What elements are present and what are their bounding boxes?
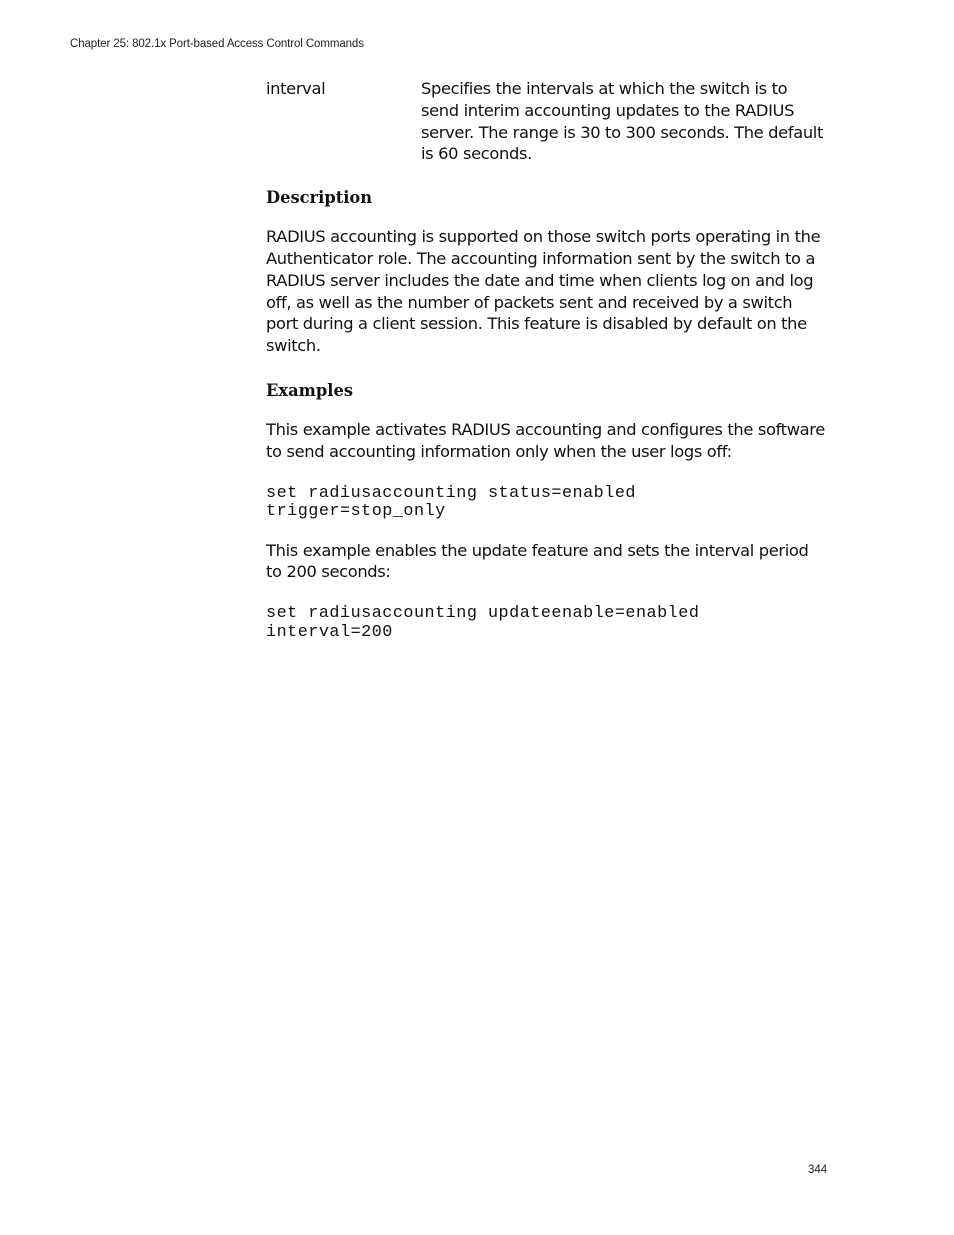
description-heading: Description (266, 188, 373, 208)
example2-code (266, 605, 826, 642)
example2-text: This example enables the update feature and sets the interval period to 200 seconds: (266, 540, 809, 582)
description-text: RADIUS accounting is supported on those switch ports operating in the Authenticator role. The accounting information sent by the switch to a RADIUS server includes the date and time when clients log on and log off, as well as the number of packets sent and received by a switch port during a client session. This feature is disabled by default on the switch. (266, 227, 821, 356)
page-content (266, 78, 826, 660)
example2-code-line: interval=200 (266, 622, 393, 642)
example1-text: This example activates RADIUS accounting and configures the software to send accounting information only when the user logs off: (266, 419, 825, 461)
parameter-description: Specifies the intervals at which the switch is to send interim accounting updates to the RADIUS server. The range is 30 to 300 seconds. The default is 60 seconds. (421, 79, 824, 164)
example1-code (266, 485, 826, 522)
parameter-row (266, 78, 826, 165)
running-header: Chapter 25: 802.1x Port-based Access Control Commands (70, 38, 364, 50)
examples-heading: Examples (266, 380, 353, 400)
example1-code-line: set radiusaccounting status=enabled (266, 483, 636, 503)
example1-code-line: trigger=stop_only (266, 502, 446, 522)
parameter-name: interval (266, 79, 326, 98)
example2-code-line: set radiusaccounting updateenable=enabled (266, 604, 700, 624)
page-number: 344 (808, 1164, 828, 1176)
